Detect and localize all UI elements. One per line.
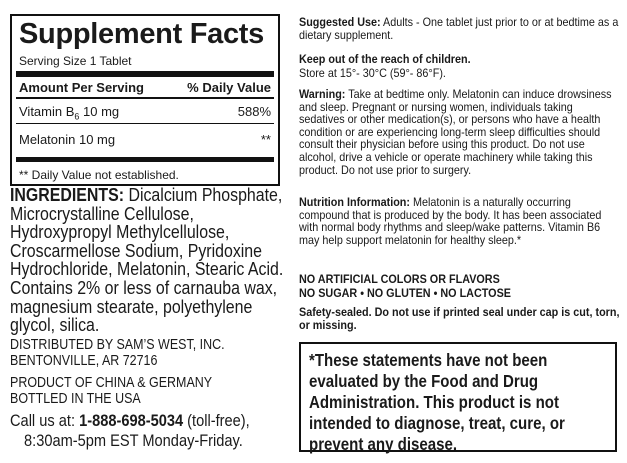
warning-label: Warning:: [299, 87, 346, 101]
storage-text: Store at 15°- 30°C (59°- 86°F).: [299, 66, 446, 80]
phone-number: 1-888-698-5034: [79, 411, 184, 430]
distributor-line-2: BENTONVILLE, AR 72716: [10, 353, 158, 369]
contact-suffix: (toll-free),: [183, 411, 250, 430]
serving-size: Serving Size 1 Tablet: [19, 54, 132, 68]
facts-title: Supplement Facts: [19, 18, 264, 50]
contact-line: [10, 411, 250, 430]
facts-divider-thick: [16, 71, 274, 77]
supplement-facts-panel: [10, 14, 280, 186]
nutrient-dv: 588%: [237, 104, 271, 119]
amount-per-serving-label: Amount Per Serving: [19, 80, 144, 95]
contact-prefix: Call us at:: [10, 411, 80, 430]
nutrition-label: Nutrition Information:: [299, 195, 410, 209]
safety-sealed-notice: Safety-sealed. Do not use if printed seal under cap is cut, torn, or missing.: [299, 305, 620, 332]
free-from-line-1: NO ARTIFICIAL COLORS OR FLAVORS: [299, 272, 500, 286]
facts-divider: [16, 97, 274, 99]
nutrient-name: Melatonin 10 mg: [19, 132, 116, 147]
nutrition-text: Melatonin is a naturally occurring compound that is produced by the body. It has been associated with normal body rhythms and sleep/wake patterns. Vitamin B6 may help support melatonin for healthy sleep.*: [299, 195, 602, 247]
nutrient-name: Vitamin $B_6$ 10 mg: [19, 104, 120, 122]
bottled-line: BOTTLED IN THE USA: [10, 391, 141, 407]
facts-header-row: [19, 80, 271, 95]
suggested-use-label: Suggested Use:: [299, 15, 381, 29]
ingredients-text: Dicalcium Phosphate, Microcrystalline Cellulose, Hydroxypropyl Methylcellulose, Croscarmellose Sodium, Pyridoxine Hydrochloride, Melatonin, Stearic Acid. Contains 2% or less of carnauba wax, magnesium stearate, polyethylene glycol, silica.: [10, 184, 284, 336]
daily-value-label: % Daily Value: [187, 80, 271, 95]
fda-disclaimer-box: [299, 342, 617, 452]
contact-hours: 8:30am-5pm EST Monday-Friday.: [24, 431, 243, 450]
suggested-use-text: Adults - One tablet just prior to or at bedtime as a dietary supplement.: [299, 15, 619, 42]
facts-divider-thick: [16, 157, 274, 162]
facts-row-vitamin-b6: [19, 104, 271, 122]
nutrition-information: [299, 196, 621, 246]
fda-disclaimer-text: *These statements have not been evaluated by the Food and Drug Administration. This product is not intended to diagnose, treat, cure, or prevent any disease.: [309, 350, 565, 454]
origin-line: PRODUCT OF CHINA & GERMANY: [10, 375, 213, 391]
warning-text: Take at bedtime only. Melatonin can induce drowsiness and sleep. Pregnant or nursing women, individuals taking sedatives or other medication(s), or persons who have a health condition or are experiencing long-term sleep difficulties should consult their physician before using this product. Do not use alcohol, drive a vehicle or operate machinery while taking this product. Do not use prior to surgery.: [299, 87, 612, 177]
facts-divider: [16, 123, 274, 124]
ingredients-label: INGREDIENTS:: [10, 184, 125, 205]
facts-footnote: ** Daily Value not established.: [19, 168, 179, 182]
suggested-use: [299, 16, 621, 41]
warning-block: [299, 88, 621, 176]
free-from-line-2: NO SUGAR • NO GLUTEN • NO LACTOSE: [299, 286, 511, 300]
nutrient-dv: **: [260, 132, 271, 147]
facts-row-melatonin: [19, 132, 271, 147]
distributor-line-1: DISTRIBUTED BY SAM’S WEST, INC.: [10, 337, 225, 353]
ingredients-block: [10, 186, 294, 335]
keep-out-of-reach: Keep out of the reach of children.: [299, 52, 471, 66]
